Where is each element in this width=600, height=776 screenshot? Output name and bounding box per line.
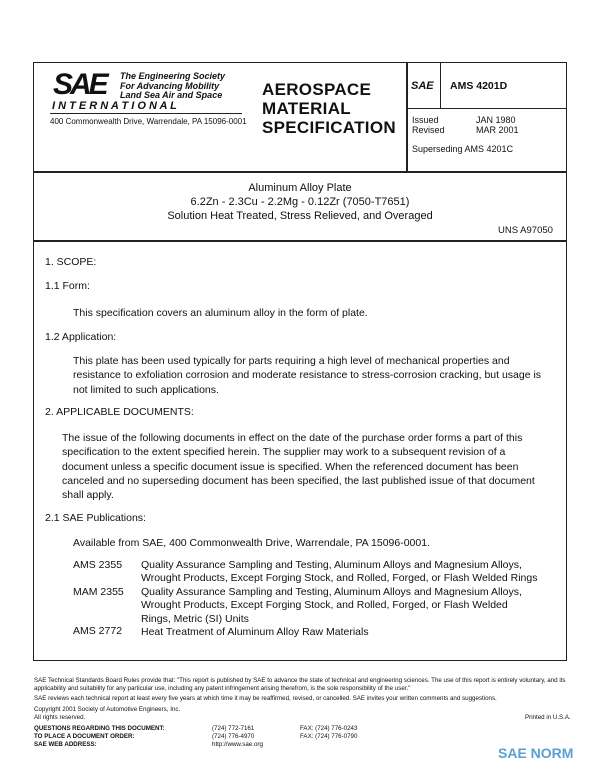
policy-text: SAE Technical Standards Board Rules provide that: "This report is published by SAE to advance the state of technical and engineering sciences. The use of this report is entirely voluntary, and its applicability and suitability for any particular use, including any patent infringement arising therefrom, is the sole responsibility of the user." bbox=[34, 677, 566, 692]
issued-label: Issued bbox=[412, 115, 439, 125]
doc-type-line: SPECIFICATION bbox=[262, 118, 396, 137]
section-heading: 2. APPLICABLE DOCUMENTS: bbox=[45, 406, 194, 418]
address: 400 Commonwealth Drive, Warrendale, PA 15096-0001 bbox=[50, 117, 247, 126]
contact-fax: FAX: (724) 776-0790 bbox=[300, 733, 358, 740]
doc-type bbox=[262, 80, 396, 137]
divider bbox=[33, 171, 567, 173]
ref-title: Heat Treatment of Aluminum Alloy Raw Materials bbox=[141, 626, 369, 638]
paragraph: This specification covers an aluminum alloy in the form of plate. bbox=[73, 307, 368, 319]
ref-title: Quality Assurance Sampling and Testing, Aluminum Alloys and Magnesium Alloys, Wrought Products, Except Forging Stock, and Rolled, Forged, or Flash Welded Rings, Metric (SI) Units bbox=[141, 586, 522, 625]
tagline-line: For Advancing Mobility bbox=[120, 80, 220, 91]
divider bbox=[406, 108, 567, 109]
paragraph: The issue of the following documents in effect on the date of the purchase order forms a part of this specification to the extent specified herein. The supplier may work to a subsequent revision of a document unless a specific document issue is specified. When the referenced document has been canceled and no superseding document has been specified, the last published issue of that document shall apply. bbox=[62, 432, 535, 502]
contact-phone: (724) 776-4970 bbox=[212, 733, 255, 740]
ref-id: AMS 2355 bbox=[73, 559, 123, 571]
sae-small-logo: SAE bbox=[411, 80, 434, 92]
title-block bbox=[33, 181, 567, 223]
section-heading: 2.1 SAE Publications: bbox=[45, 512, 146, 524]
divider bbox=[33, 240, 567, 242]
issued-value: JAN 1980 bbox=[476, 115, 516, 125]
printed: Printed in U.S.A. bbox=[525, 714, 571, 721]
doc-number: AMS 4201D bbox=[450, 80, 508, 92]
contact-label: QUESTIONS REGARDING THIS DOCUMENT: bbox=[34, 725, 165, 732]
divider bbox=[50, 113, 242, 114]
section-heading: 1.2 Application: bbox=[45, 331, 117, 343]
section-heading: 1. SCOPE: bbox=[45, 256, 97, 268]
divider bbox=[440, 62, 441, 109]
tagline-line: Land Sea Air and Space bbox=[120, 90, 223, 100]
revised-label: Revised bbox=[412, 125, 445, 135]
section-heading: 1.1 Form: bbox=[45, 280, 90, 292]
international-text: I N T E R N A T I O N A L bbox=[52, 100, 177, 112]
doc-type-line: MATERIAL bbox=[262, 99, 351, 118]
sae-logo: SAE bbox=[53, 68, 106, 101]
doc-type-line: AEROSPACE bbox=[262, 80, 372, 99]
paragraph: This plate has been used typically for parts requiring a high level of mechanical properties and resistance to exfoliation corrosion and moderate resistance to stress-corrosion cracking, but usage is not limited to such applications. bbox=[73, 355, 542, 396]
superseding: Superseding AMS 4201C bbox=[412, 144, 514, 154]
sae-norm-watermark: SAE NORM bbox=[498, 745, 574, 761]
contact-phone: (724) 772-7161 bbox=[212, 725, 255, 732]
ref-id: AMS 2772 bbox=[73, 625, 123, 637]
title-line: Aluminum Alloy Plate bbox=[248, 182, 352, 194]
web-link[interactable]: http://www.sae.org bbox=[212, 741, 263, 748]
rights: All rights reserved. bbox=[34, 714, 86, 721]
contact-label: TO PLACE A DOCUMENT ORDER: bbox=[34, 733, 135, 740]
society-tagline bbox=[120, 72, 225, 101]
contact-label: SAE WEB ADDRESS: bbox=[34, 741, 97, 748]
tagline-line: The Engineering Society bbox=[120, 71, 226, 81]
title-line: 6.2Zn - 2.3Cu - 2.2Mg - 0.12Zr (7050-T7651) bbox=[190, 196, 410, 208]
copyright: Copyright 2001 Society of Automotive Engineers, Inc. bbox=[34, 706, 181, 713]
policy-text: SAE reviews each technical report at least every five years at which time it may be reaffirmed, revised, or cancelled. SAE invites your written comments and suggestions. bbox=[34, 695, 497, 702]
uns-number: UNS A97050 bbox=[498, 225, 553, 236]
divider bbox=[406, 62, 408, 172]
paragraph: Available from SAE, 400 Commonwealth Drive, Warrendale, PA 15096-0001. bbox=[73, 537, 430, 549]
ref-title: Quality Assurance Sampling and Testing, Aluminum Alloys and Magnesium Alloys, Wrought Products, Except Forging Stock, and Rolled, Forged, or Flash Welded Rings bbox=[141, 559, 538, 585]
contact-fax: FAX: (724) 776-0243 bbox=[300, 725, 358, 732]
ref-id: MAM 2355 bbox=[73, 586, 124, 598]
revised-value: MAR 2001 bbox=[476, 125, 519, 135]
title-line: Solution Heat Treated, Stress Relieved, and Overaged bbox=[167, 210, 433, 222]
